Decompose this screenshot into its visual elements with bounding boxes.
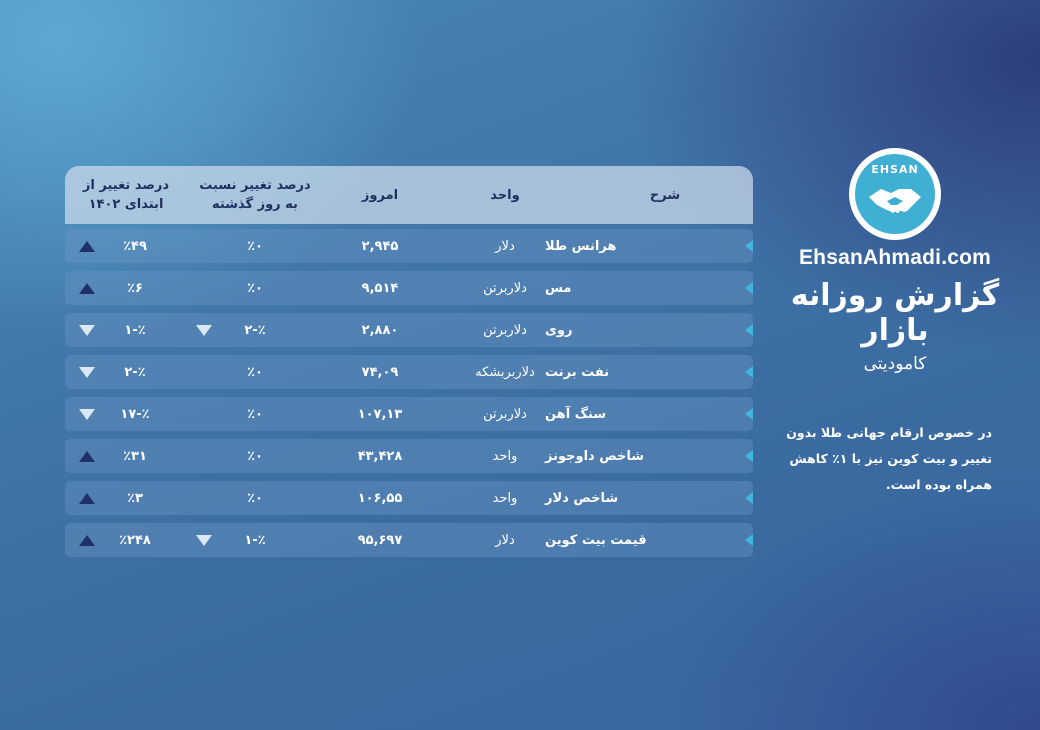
daily-trend-slot (192, 313, 216, 347)
report-title: گزارش روزانه بازار (790, 278, 1000, 348)
cell-name: شاخص دلار (545, 490, 619, 506)
report-subtitle: کامودیتی (863, 354, 927, 374)
cell-unit: دلاربرتن (483, 406, 527, 422)
cell-today: ۲,۸۸۰ (361, 322, 399, 338)
cell-today: ۴۳,۴۲۸ (357, 448, 403, 464)
table-row (65, 439, 753, 473)
cell-today: ۹,۵۱۴ (361, 280, 399, 296)
ytd-trend-slot (75, 355, 99, 389)
arrow-down-icon (79, 367, 95, 378)
header-today: امروز (361, 187, 399, 203)
daily-trend-slot (192, 523, 216, 557)
table-row (65, 523, 753, 557)
cell-name: شاخص داوجونز (545, 448, 644, 464)
arrow-up-icon (79, 283, 95, 294)
arrow-down-icon (79, 409, 95, 420)
table-row (65, 355, 753, 389)
table-row (65, 313, 753, 347)
arrow-down-icon (196, 325, 212, 336)
market-note: در خصوص ارقام جهانی طلا بدون تغییر و بیت کوین نیز با ۱٪ کاهش همراه بوده است. (786, 425, 992, 492)
row-bullet-icon (745, 282, 753, 294)
cell-name: سنگ آهن (545, 406, 607, 422)
arrow-up-icon (79, 451, 95, 462)
row-bullet-icon (745, 534, 753, 546)
ytd-trend-slot (75, 439, 99, 473)
cell-unit: واحد (492, 448, 518, 464)
logo-wordmark: EHSAN (871, 163, 919, 176)
header-name: شرح (649, 187, 681, 203)
cell-ytd-change: ٪۶ (127, 280, 143, 296)
handshake-glyph (867, 183, 923, 219)
cell-today: ۹۵,۶۹۷ (357, 532, 403, 548)
cell-today: ۷۴,۰۹ (361, 364, 399, 380)
cell-daily-change: ٪-۱ (244, 532, 266, 548)
row-bullet-icon (745, 408, 753, 420)
handshake-icon (855, 154, 935, 234)
row-bullet-icon (745, 366, 753, 378)
cell-name: هرانس طلا (545, 238, 617, 254)
market-table (65, 166, 753, 557)
arrow-up-icon (79, 493, 95, 504)
row-bullet-icon (745, 450, 753, 462)
cell-unit: دلاربرتن (483, 280, 527, 296)
cell-daily-change: ٪۰ (247, 490, 263, 506)
arrow-up-icon (79, 241, 95, 252)
cell-daily-change: ٪۰ (247, 238, 263, 254)
table-row (65, 229, 753, 263)
ytd-trend-slot (75, 229, 99, 263)
ytd-trend-slot (75, 523, 99, 557)
site-name: EhsanAhmadi.com (798, 246, 992, 269)
cell-unit: واحد (492, 490, 518, 506)
cell-daily-change: ٪۰ (247, 280, 263, 296)
cell-ytd-change: ٪-۲ (124, 364, 146, 380)
ytd-trend-slot (75, 313, 99, 347)
cell-today: ۲,۹۴۵ (361, 238, 399, 254)
cell-name: روی (545, 322, 573, 338)
cell-daily-change: ٪-۲ (244, 322, 266, 338)
cell-daily-change: ٪۰ (247, 364, 263, 380)
row-bullet-icon (745, 492, 753, 504)
cell-ytd-change: ٪-۱ (124, 322, 146, 338)
arrow-down-icon (196, 535, 212, 546)
cell-today: ۱۰۶,۵۵ (357, 490, 403, 506)
brand-panel (780, 148, 1010, 374)
brand-logo (849, 148, 941, 240)
cell-name: مس (545, 280, 572, 296)
cell-name: قیمت بیت کوین (545, 532, 647, 548)
table-row (65, 397, 753, 431)
ytd-trend-slot (75, 271, 99, 305)
cell-ytd-change: ٪۴۹ (123, 238, 147, 254)
cell-ytd-change: ٪۳ (127, 490, 143, 506)
table-body (65, 229, 753, 557)
cell-unit: دلاربربشکه (475, 364, 535, 380)
cell-unit: دلاربرتن (483, 322, 527, 338)
header-unit: واحد (490, 187, 520, 203)
row-bullet-icon (745, 324, 753, 336)
table-header (65, 166, 753, 224)
table-row (65, 271, 753, 305)
arrow-down-icon (79, 325, 95, 336)
cell-ytd-change: ٪۳۱ (123, 448, 147, 464)
cell-daily-change: ٪۰ (247, 406, 263, 422)
cell-name: نفت برنت (545, 364, 610, 380)
row-bullet-icon (745, 240, 753, 252)
cell-unit: دلار (495, 238, 515, 254)
arrow-up-icon (79, 535, 95, 546)
cell-today: ۱۰۷,۱۳ (357, 406, 403, 422)
cell-ytd-change: ٪۲۴۸ (119, 532, 151, 548)
header-daily-change: درصد تغییر نسبت به روز گذشته (199, 178, 311, 212)
table-row (65, 481, 753, 515)
cell-unit: دلار (495, 532, 515, 548)
cell-ytd-change: ٪-۱۷ (120, 406, 150, 422)
header-ytd-change: درصد تغییر از ابتدای ۱۴۰۲ (82, 178, 170, 212)
ytd-trend-slot (75, 397, 99, 431)
ytd-trend-slot (75, 481, 99, 515)
cell-daily-change: ٪۰ (247, 448, 263, 464)
